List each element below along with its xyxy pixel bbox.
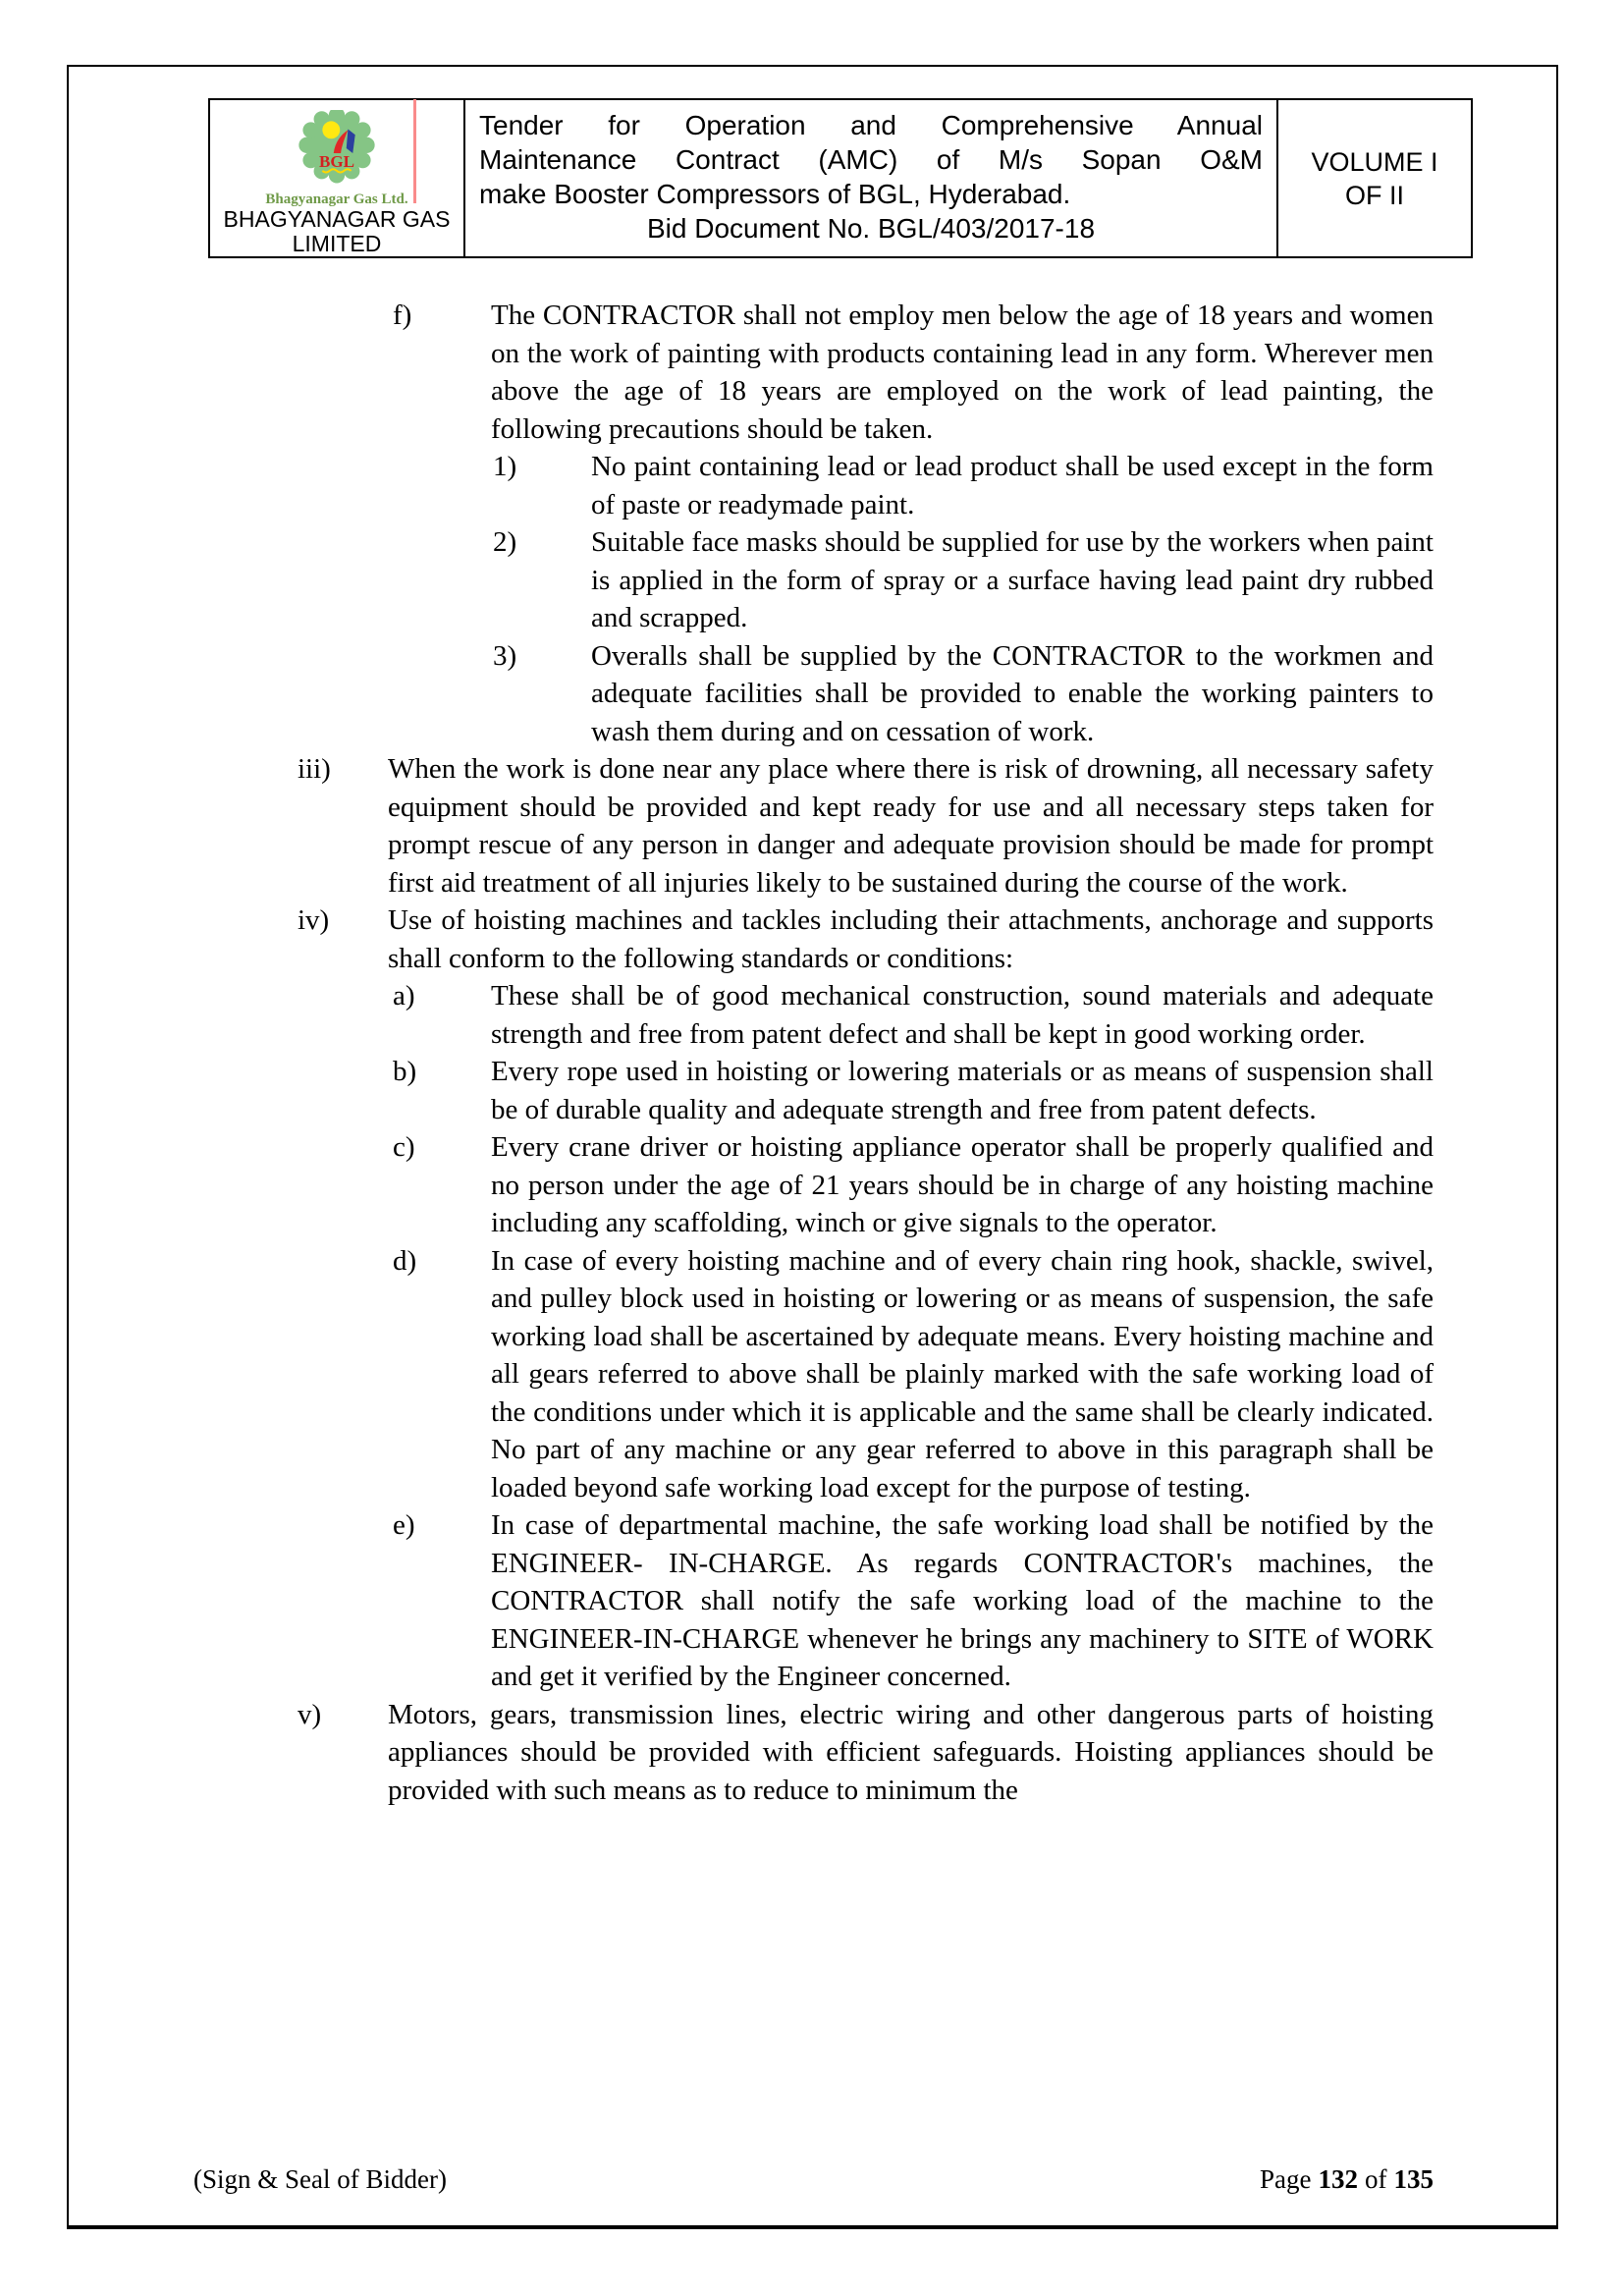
volume-cell bbox=[1276, 100, 1471, 256]
list-item-text: Overalls shall be supplied by the CONTRACTOR to the workmen and adequate facilities shall be provided to enable the working painters to wash them during and on cessation of work. bbox=[591, 639, 1434, 747]
clause-list bbox=[298, 297, 1434, 1809]
list-item-label: 2) bbox=[493, 526, 517, 558]
bid-document-number: Bid Document No. BGL/403/2017-18 bbox=[646, 213, 1096, 244]
list-item-label: d) bbox=[393, 1244, 417, 1277]
list-item-label: v) bbox=[298, 1698, 322, 1730]
list-item-label: 1) bbox=[493, 451, 517, 482]
list-item-3 bbox=[298, 637, 1434, 751]
list-item-label: f) bbox=[393, 300, 412, 331]
list-item-2 bbox=[298, 523, 1434, 637]
list-item-b bbox=[298, 1053, 1434, 1128]
list-item-label: a) bbox=[393, 980, 415, 1011]
logo-cell bbox=[210, 100, 465, 256]
list-item-text: Motors, gears, transmission lines, electric wiring and other dangerous parts of hoisting appliances should be provided with efficient safeguards. Hoisting appliances should be provided with such means as to reduce to minimum the bbox=[388, 1698, 1434, 1806]
document-title-cell bbox=[465, 100, 1276, 256]
list-item-text: Suitable face masks should be supplied for use by the workers when paint is applied in the form of spray or a surface having lead paint dry rubbed and scrapped. bbox=[591, 526, 1434, 633]
list-item-d bbox=[298, 1242, 1434, 1507]
bgl-logo-icon bbox=[296, 110, 378, 191]
list-item-text: When the work is done near any place where there is risk of drowning, all necessary safety equipment should be provided and kept ready for use and all necessary steps taken for prompt rescue of any person in danger and adequate provision should be made for prompt first aid treatment of all injuries likely to be sustained during the course of the work. bbox=[388, 753, 1434, 899]
list-item-text: In case of departmental machine, the safe working load shall be notified by the ENGINEER- IN-CHARGE. As regards CONTRACTOR's machines, the CONTRACTOR shall notify the safe working load of the machine to the ENGINEER-IN-CHARGE whenever he brings any machinery to SITE of WORK and get it verified by the Engineer concerned. bbox=[491, 1509, 1434, 1692]
list-item-label: c) bbox=[393, 1131, 415, 1163]
revision-mark-line bbox=[413, 99, 416, 203]
svg-text:BGL: BGL bbox=[318, 151, 355, 171]
title-line-3: make Booster Compressors of BGL, Hyderabad. bbox=[479, 179, 1071, 209]
list-item-v bbox=[298, 1696, 1434, 1810]
list-item-a bbox=[298, 977, 1434, 1053]
title-line-2: Maintenance Contract (AMC) of M/s Sopan O&M bbox=[479, 144, 1263, 175]
page-word: Page bbox=[1260, 2164, 1312, 2194]
list-item-label: b) bbox=[393, 1056, 417, 1087]
list-item-text: In case of every hoisting machine and of every chain ring hook, shackle, swivel, and pulley block used in hoisting or lowering or as means of suspension, the safe working load shall be ascertained by adequate means. Every hoisting machine and all gears referred to above shall be plainly marked with the safe working load of the conditions under which it is applicable and the same shall be clearly indicated. No part of any machine or any gear referred to above in this paragraph shall be loaded beyond safe working load except for the purpose of testing. bbox=[491, 1244, 1434, 1503]
page-footer bbox=[193, 2163, 1434, 2195]
list-item-e bbox=[298, 1506, 1434, 1696]
company-name-line2: LIMITED bbox=[292, 231, 382, 256]
list-item-1 bbox=[298, 448, 1434, 523]
company-name-line1: BHAGYANAGAR GAS bbox=[223, 206, 451, 232]
page-indicator bbox=[1260, 2163, 1434, 2195]
page-of-word: of bbox=[1365, 2164, 1387, 2194]
volume-line-1: VOLUME I bbox=[1311, 146, 1438, 177]
page-number: 132 bbox=[1318, 2164, 1358, 2194]
list-item-text: Use of hoisting machines and tackles including their attachments, anchorage and supports shall conform to the following standards or conditions: bbox=[388, 904, 1434, 974]
list-item-text: These shall be of good mechanical construction, sound materials and adequate strength and free from patent defect and shall be kept in good working order. bbox=[491, 980, 1434, 1050]
logo-tagline: Bhagyanagar Gas Ltd. bbox=[265, 191, 408, 207]
list-item-label: 3) bbox=[493, 639, 517, 672]
list-item-label: iv) bbox=[298, 904, 330, 936]
list-item-label: iii) bbox=[298, 753, 331, 785]
list-item-text: No paint containing lead or lead product shall be used except in the form of paste or readymade paint. bbox=[591, 451, 1434, 520]
list-item-text: Every rope used in hoisting or lowering materials or as means of suspension shall be of durable quality and adequate strength and free from patent defects. bbox=[491, 1056, 1434, 1125]
sign-seal-label: (Sign & Seal of Bidder) bbox=[193, 2164, 447, 2194]
list-item-label: e) bbox=[393, 1509, 415, 1541]
list-item-iii bbox=[298, 750, 1434, 902]
list-item-c bbox=[298, 1128, 1434, 1242]
title-line-1: Tender for Operation and Comprehensive Annual bbox=[479, 110, 1263, 140]
list-item-text: Every crane driver or hoisting appliance operator shall be properly qualified and no person under the age of 21 years should be in charge of any hoisting machine including any scaffolding, winch or give signals to the operator. bbox=[491, 1131, 1434, 1238]
volume-line-2: OF II bbox=[1345, 180, 1404, 210]
list-item-text: The CONTRACTOR shall not employ men below the age of 18 years and women on the work of painting with products containing lead in any form. Wherever men above the age of 18 years are employed on the work of lead painting, the following precautions should be taken. bbox=[491, 300, 1434, 445]
header-table bbox=[208, 98, 1473, 258]
list-item-f bbox=[298, 297, 1434, 448]
page-total: 135 bbox=[1393, 2164, 1434, 2194]
list-item-iv bbox=[298, 902, 1434, 977]
